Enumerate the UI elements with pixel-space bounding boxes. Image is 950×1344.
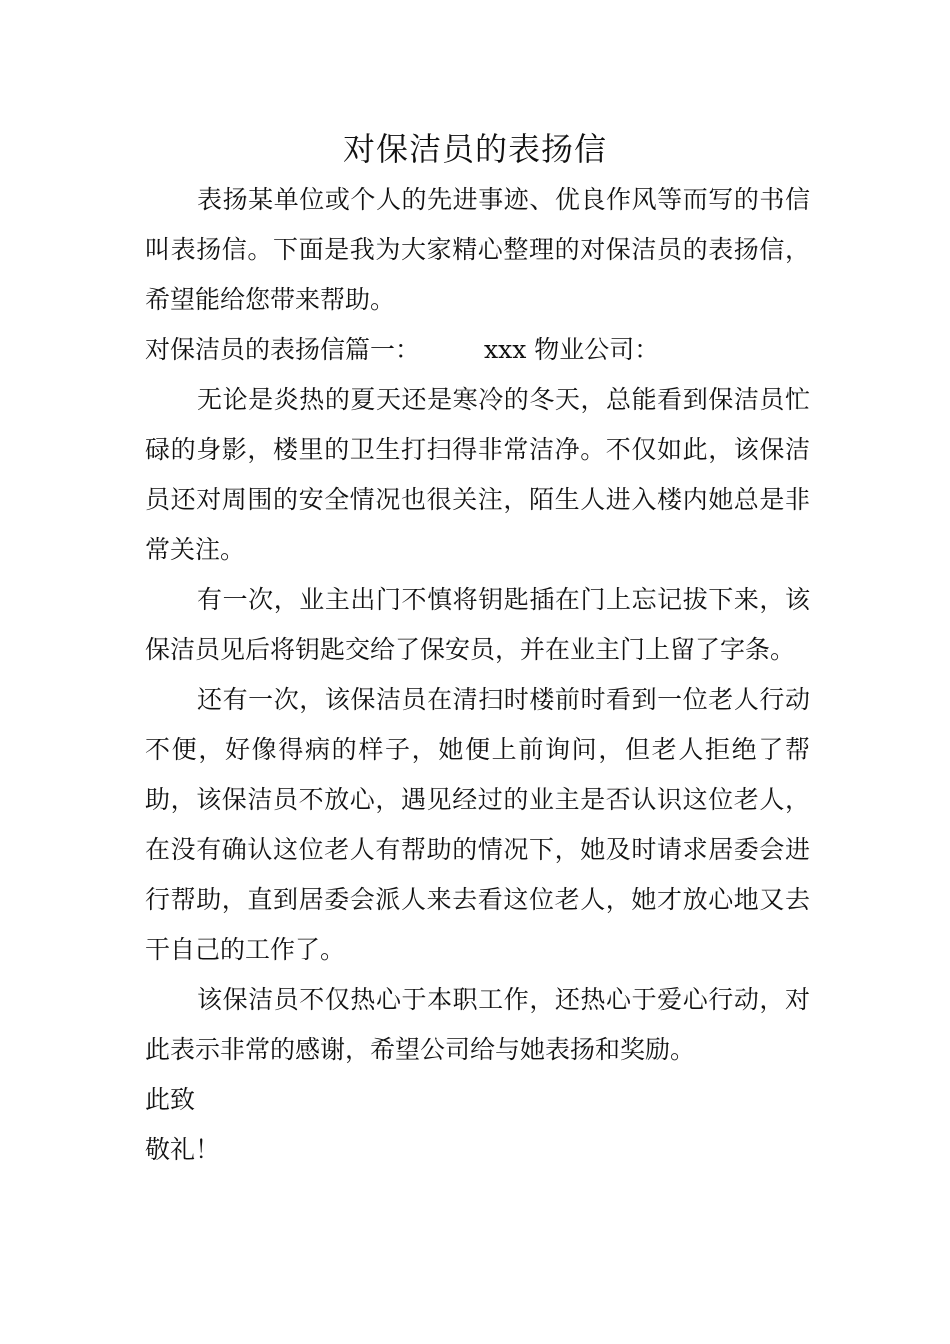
intro-paragraph: 表扬某单位或个人的先进事迹、优良作风等而写的书信叫表扬信。下面是我为大家精心整理的对保洁员的表扬信，希望能给您带来帮助。 (145, 185, 810, 314)
section-heading: 对保洁员的表扬信篇一： (145, 335, 421, 364)
body-paragraph-2: 有一次，业主出门不慎将钥匙插在门上忘记拔下来，该保洁员见后将钥匙交给了保安员，并在业主门上留了字条。 (145, 585, 810, 664)
addressee: xxx 物业公司： (484, 335, 660, 364)
document-body (145, 175, 810, 1175)
document-title: 对保洁员的表扬信 (342, 130, 607, 168)
section-heading-line (145, 325, 810, 375)
body-paragraph-4: 该保洁员不仅热心于本职工作，还热心于爱心行动，对此表示非常的感谢，希望公司给与她表扬和奖励。 (145, 985, 810, 1064)
body-paragraph-1: 无论是炎热的夏天还是寒冷的冬天，总能看到保洁员忙碌的身影，楼里的卫生打扫得非常洁净。不仅如此，该保洁员还对周围的安全情况也很关注，陌生人进入楼内她总是非常关注。 (145, 385, 810, 564)
body-paragraph-3: 还有一次，该保洁员在清扫时楼前时看到一位老人行动不便，好像得病的样子，她便上前询问，但老人拒绝了帮助，该保洁员不放心，遇见经过的业主是否认识这位老人，在没有确认这位老人有帮助的情况下，她及时请求居委会进行帮助，直到居委会派人来去看这位老人，她才放心地又去干自己的工作了。 (145, 685, 810, 964)
closing-salutation: 此致 (145, 1085, 196, 1114)
closing-regards: 敬礼！ (145, 1135, 221, 1164)
